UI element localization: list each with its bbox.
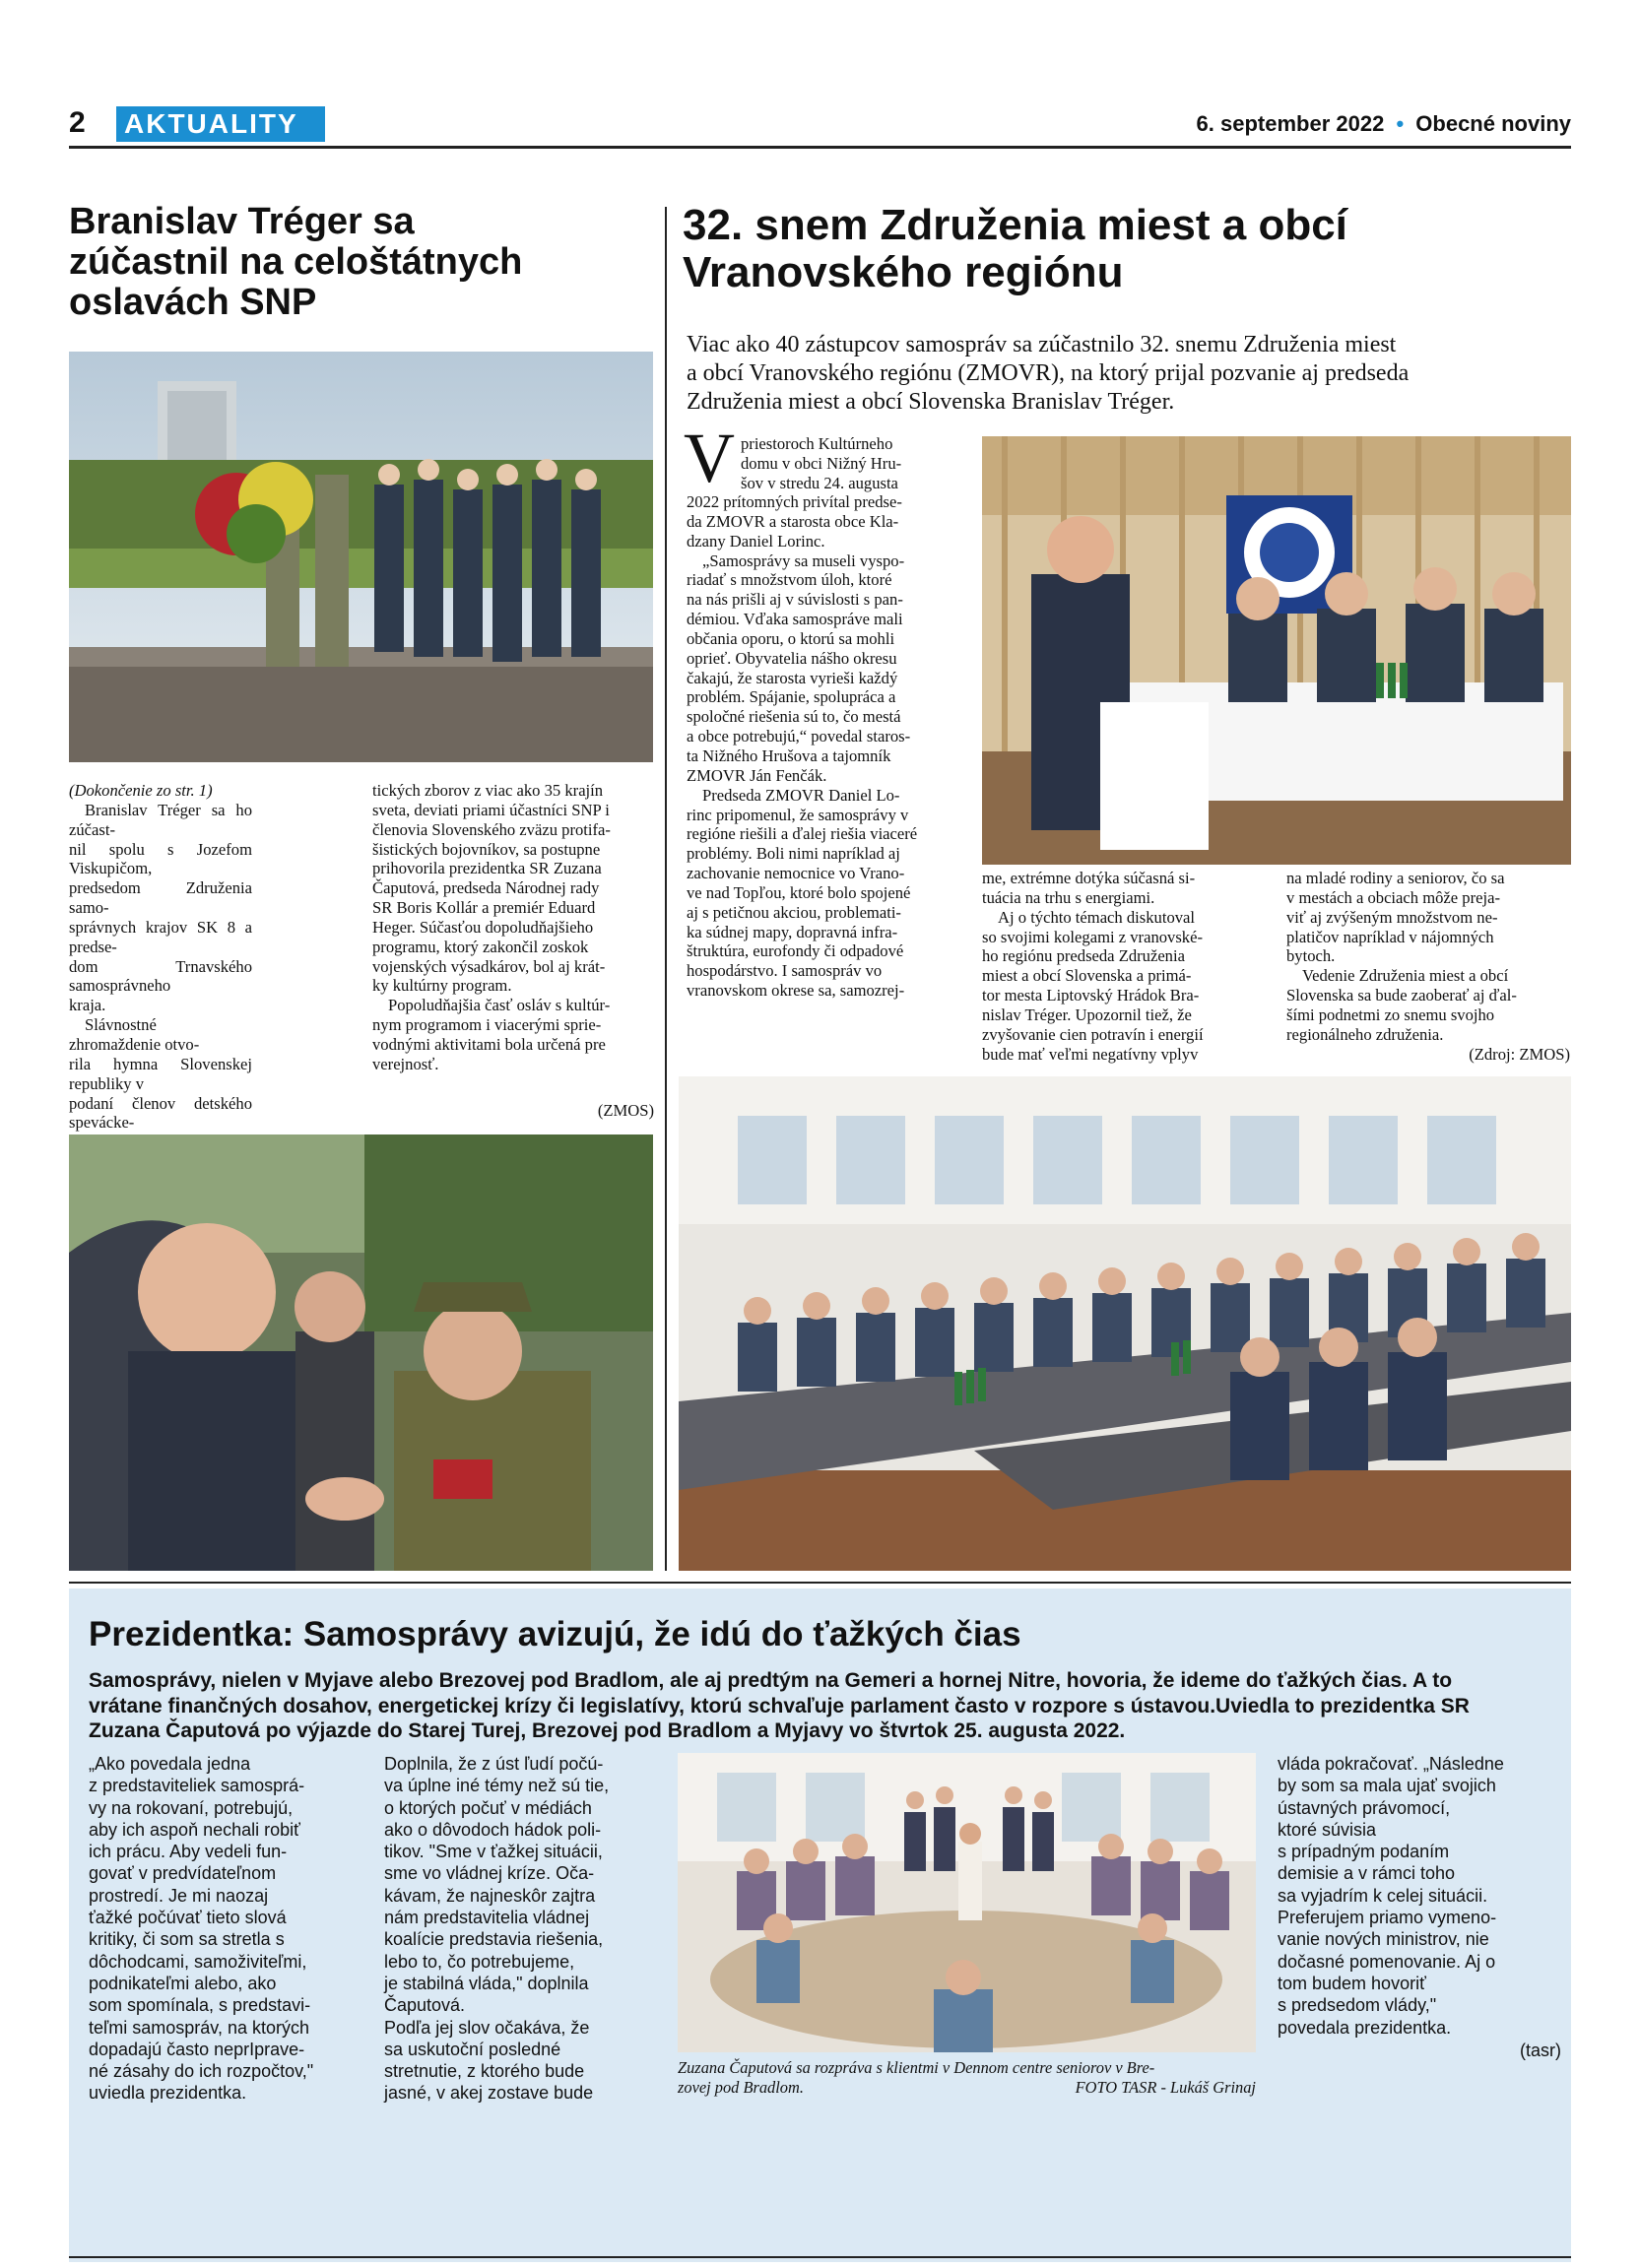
text-line: da ZMOVR a starosta obce Kla- <box>687 511 899 531</box>
text-line: bude mať veľmi negatívny vplyv <box>982 1044 1199 1064</box>
text-line: sa uskutoční posledné <box>384 2039 561 2059</box>
text-line: vy na rokovaní, potrebujú, <box>89 1797 294 1818</box>
lead-line: Zuzana Čaputová po výjazde do Starej Turej, Brezovej pod Bradlom a Myjavy vo štvrtok 25. augusta 2022. <box>89 1719 1126 1743</box>
text-line: „Samosprávy sa museli vyspo- <box>702 551 905 570</box>
lead-line: Združenia miest a obcí Slovenska Branislav Tréger. <box>687 389 1175 415</box>
photo-snp-wreath-ceremony <box>69 352 653 762</box>
text-line: 2022 prítomných privítal predse- <box>687 492 902 511</box>
text-line: aj s petičnou akciou, problemati- <box>687 902 901 922</box>
text-line: s prípadným podaním <box>1278 1842 1450 1862</box>
text-line: dočasné pomenovanie. Aj o <box>1278 1951 1496 1972</box>
title-line: Branislav Tréger sa <box>69 201 415 242</box>
text-line: rinc pripomenul, že samosprávy v <box>687 805 909 824</box>
text-line: členovia Slovenského zväzu protifa- <box>372 819 611 839</box>
page-number: 2 <box>69 106 86 139</box>
text-line: „Ako povedala jedna <box>89 1754 251 1774</box>
text-line: lebo to, čo potrebujeme, <box>384 1951 575 1972</box>
text-line: v mestách a obciach môže preja- <box>1286 887 1500 907</box>
right-article-title <box>683 202 1569 296</box>
text-line: dom Trnavského samosprávneho <box>69 956 252 996</box>
text-line: Podľa jej slov očakáva, že <box>384 2017 590 2038</box>
text-line: prihovorila prezidentka SR Zuzana <box>372 859 602 878</box>
text-line: predsedom Združenia samo- <box>69 878 252 918</box>
text-line: Čaputová, predseda Národnej rady <box>372 878 600 898</box>
text-line: nil spolu s Jozefom Viskupičom, <box>69 839 252 878</box>
text-line: problémy. Boli nimi napríklad aj <box>687 844 900 864</box>
text-line: čakajú, že starosta vyrieši každý <box>687 668 898 687</box>
text-line: regionálneho združenia. <box>1286 1024 1444 1044</box>
text-line: by som sa mala ujať svojich <box>1278 1776 1496 1796</box>
text-line: riadať s množstvom úloh, ktoré <box>687 570 892 590</box>
text-line: vanie nových ministrov, nie <box>1278 1929 1489 1950</box>
title-line: 32. snem Združenia miest a obcí <box>683 201 1347 249</box>
text-line: regióne riešili a ďalej riešia viaceré <box>687 824 918 844</box>
caption-line: zovej pod Bradlom. <box>678 2078 804 2097</box>
text-line: Slávnostné zhromaždenie otvo- <box>69 1015 200 1054</box>
text-line: na nás prišli aj v súvislosti s pan- <box>687 590 903 610</box>
text-line: ktoré súvisia <box>1278 1819 1377 1840</box>
right-article-col1 <box>687 492 969 1001</box>
text-line: z predstaviteliek samosprá- <box>89 1776 305 1796</box>
text-line: hospodárstvo. I samospráv vo <box>687 961 883 981</box>
text-line: ťažké počúvať tieto slová <box>89 1908 287 1928</box>
text-line: tom budem hovoriť <box>1278 1973 1426 1993</box>
text-line: vranovskom okrese sa, samozrej- <box>687 981 905 1001</box>
text-line: štruktúra, eurofondy či odpadové <box>687 941 904 961</box>
text-line: demisie a v rámci toho <box>1278 1863 1456 1884</box>
text-line: ústavných právomocí, <box>1278 1797 1451 1818</box>
text-line: podaní členov detského spevácke- <box>69 1093 252 1133</box>
text-line: spoločné riešenia sú to, čo mestá <box>687 707 901 727</box>
continuation-note: (Dokončenie zo str. 1) <box>69 781 213 800</box>
text-line: Doplnila, že z úst ľudí počú- <box>384 1754 604 1774</box>
photo-president-seniors-centre <box>678 1753 1256 2052</box>
bottom-article-title: Prezidentka: Samosprávy avizujú, že idú do ťažkých čias <box>89 1615 1021 1653</box>
text-line: nislav Tréger. Upozornil tiež, že <box>982 1004 1192 1024</box>
text-line: nám predstavitelia vládnej <box>384 1908 590 1928</box>
text-line: ve nad Topľou, ktoré bolo spojené <box>687 882 911 902</box>
text-line: o ktorých počuť v médiách <box>384 1797 592 1818</box>
text-line: kraja. <box>69 996 106 1015</box>
text-line: Heger. Súčasťou dopoludňajšieho <box>372 917 594 937</box>
text-line: oprieť. Obyvatelia nášho okresu <box>687 648 897 668</box>
text-line: vojenských výsadkárov, bol aj krát- <box>372 956 606 976</box>
text-line: tor mesta Liptovský Hrádok Bra- <box>982 986 1200 1005</box>
text-line: ako o dôvodoch hádok poli- <box>384 1819 602 1840</box>
text-line: viť aj zvýšeným množstvom ne- <box>1286 907 1498 927</box>
text-line: občania oporu, o ktorú sa mohli <box>687 628 895 648</box>
text-line: va úplne iné témy než sú tie, <box>384 1776 610 1796</box>
text-line: Popoludňajšia časť osláv s kultúr- <box>388 996 611 1015</box>
text-line: je stabilná vláda," doplnila <box>384 1973 589 1993</box>
lead-line: a obcí Vranovského regiónu (ZMOVR), na ktorý prijal pozvanie aj predseda <box>687 360 1410 386</box>
text-line: šov v stredu 24. augusta <box>741 473 898 492</box>
text-line: Slovenska sa bude zaoberať aj ďal- <box>1286 986 1517 1005</box>
text-line: nym programom i viacerými sprie- <box>372 1015 602 1035</box>
text-line: verejnosť. <box>372 1054 439 1073</box>
text-line: ta Nižného Hrušova a tajomník <box>687 745 891 765</box>
text-line: povedala prezidentka. <box>1278 2017 1452 2038</box>
text-line: teľmi samospráv, na ktorých <box>89 2017 309 2038</box>
text-line: správnych krajov SK 8 a predse- <box>69 917 252 956</box>
text-line: kávam, že najneskôr zajtra <box>384 1885 596 1906</box>
issue-info <box>1197 110 1571 138</box>
text-line: Vedenie Združenia miest a obcí <box>1302 966 1509 986</box>
text-line: ho regiónu predseda Združenia <box>982 946 1185 966</box>
bottom-article-col1 <box>89 1753 374 2105</box>
text-line: zachovanie nemocnice vo Vrano- <box>687 864 905 883</box>
right-article-col3 <box>1286 869 1570 1045</box>
bottom-box-rule-bottom <box>69 2256 1571 2258</box>
header-rule <box>69 146 1571 149</box>
text-line: koalície predstavia riešenia, <box>384 1929 604 1950</box>
text-line: ky kultúrny program. <box>372 976 512 996</box>
text-line: tikov. "Sme v ťažkej situácii, <box>384 1842 603 1862</box>
lead-line: Samosprávy, nielen v Myjave alebo Brezovej pod Bradlom, ale aj predtým na Gemeri a hornej Nitre, hovoria, že ideme do ťažkých čias. A to <box>89 1669 1453 1692</box>
text-line: domu v obci Nižný Hru- <box>741 453 902 473</box>
text-line: vodnými aktivitami bola určená pre <box>372 1034 606 1054</box>
bullet-separator: • <box>1396 111 1405 136</box>
text-line: a obce potrebujú,“ povedal staros- <box>687 727 911 746</box>
left-article-title <box>69 202 660 323</box>
right-article-source: (Zdroj: ZMOS) <box>1469 1045 1570 1064</box>
text-line: ka súdnej mapy, dopravná infra- <box>687 922 898 941</box>
left-article-source: (ZMOS) <box>597 1101 654 1120</box>
text-line: jasné, v akej zostave bude <box>384 2083 594 2104</box>
text-line: tických zborov z viac ako 35 krajín <box>372 781 604 800</box>
right-article-lead <box>687 331 1573 417</box>
text-line: dopadajú často neprIprave- <box>89 2039 305 2059</box>
text-line: prostredí. Je mi naozaj <box>89 1885 269 1906</box>
photo-handshake-veteran <box>69 1134 653 1571</box>
left-article-col2 <box>372 781 654 1074</box>
text-line: miest a obcí Slovenska a primá- <box>982 966 1192 986</box>
text-line: problém. Spájanie, spolupráca a <box>687 687 896 707</box>
bottom-article-lead <box>89 1668 1566 1744</box>
bottom-article-col2 <box>384 1753 670 2105</box>
photo-speaker-podium <box>982 436 1571 865</box>
photo-meeting-hall <box>679 1076 1571 1571</box>
text-line: platičov napríklad v nájomných <box>1286 927 1494 946</box>
lead-line: Viac ako 40 zástupcov samospráv sa zúčastnilo 32. snemu Združenia miest <box>687 332 1397 357</box>
text-line: so svojimi kolegami z vranovské- <box>982 927 1203 946</box>
photo-credit: FOTO TASR - Lukáš Grinaj <box>1075 2078 1256 2097</box>
text-line: programu, ktorý zakončil zoskok <box>372 937 589 956</box>
text-line: priestoroch Kultúrneho <box>741 434 893 453</box>
text-line: ZMOVR Ján Fenčák. <box>687 765 827 785</box>
title-line: Vranovského regiónu <box>683 248 1124 296</box>
text-line: Preferujem priamo vymeno- <box>1278 1908 1497 1928</box>
title-line: zúčastnil na celoštátnych <box>69 241 523 283</box>
text-line: vláda pokračovať. „Následne <box>1278 1754 1504 1774</box>
text-line: stretnutie, z ktorého bude <box>384 2061 585 2082</box>
section-label: AKTUALITY <box>124 108 298 139</box>
section-badge <box>116 106 325 142</box>
text-line: tuácia na trhu s energiami. <box>982 887 1155 907</box>
text-line: som spomínala, s predstavi- <box>89 1995 311 2016</box>
lead-line: vrátane finančných dosahov, energetickej krízy či legislatívy, ktorú schvaľuje parlament často v rozpore s ústavou.Uviedla to prezidentka SR <box>89 1694 1470 1717</box>
right-article-col1-drop <box>741 434 969 493</box>
text-line: šími podnetmi zo snemu svojho <box>1286 1004 1495 1024</box>
column-divider <box>665 207 667 1571</box>
text-line: Čaputová. <box>384 1995 466 2016</box>
text-line: démiou. Vďaka samospráve mali <box>687 610 903 629</box>
text-line: Predseda ZMOVR Daniel Lo- <box>702 785 900 805</box>
text-line: kritiky, či som sa stretla s <box>89 1929 285 1950</box>
text-line: dôchodcami, samoživiteľmi, <box>89 1951 307 1972</box>
text-line: SR Boris Kollár a premiér Eduard <box>372 898 596 918</box>
text-line: uviedla prezidentka. <box>89 2083 247 2104</box>
issue-date: 6. september 2022 <box>1196 111 1385 136</box>
text-line: zvyšovanie cien potravín i energií <box>982 1024 1204 1044</box>
drop-cap: V <box>684 419 735 497</box>
text-line: podnikateľmi alebo, ako <box>89 1973 277 1993</box>
text-line: šistických bojovníkov, sa postupne <box>372 839 601 859</box>
bottom-article-col3 <box>1278 1753 1568 2039</box>
text-line: rila hymna Slovenskej republiky v <box>69 1054 252 1093</box>
text-line: sveta, deviati priami účastníci SNP i <box>372 800 610 819</box>
newspaper-name: Obecné noviny <box>1415 111 1571 136</box>
bottom-box-rule-top <box>69 1582 1571 1584</box>
text-line: na mladé rodiny a seniorov, čo sa <box>1286 869 1505 887</box>
text-line: sa vyjadrím k celej situácii. <box>1278 1885 1488 1906</box>
text-line: Branislav Tréger sa ho zúčast- <box>69 800 252 839</box>
text-line: bytoch. <box>1286 946 1336 966</box>
text-line: govať v predvídateľnom <box>89 1863 277 1884</box>
caption-line: Zuzana Čaputová sa rozpráva s klientmi v Dennom centre seniorov v Bre- <box>678 2058 1155 2077</box>
text-line: ich prácu. Aby vedeli fun- <box>89 1842 288 1862</box>
text-line: Aj o týchto témach diskutoval <box>998 907 1196 927</box>
text-line: né zásahy do ich rozpočtov," <box>89 2061 314 2082</box>
text-line: aby ich aspoň nechali robiť <box>89 1819 300 1840</box>
text-line: me, extrémne dotýka súčasná si- <box>982 869 1196 887</box>
bottom-article-source: (tasr) <box>1520 2041 1561 2060</box>
text-line: sme vo vládnej kríze. Oča- <box>384 1863 595 1884</box>
right-article-col2 <box>982 869 1265 1064</box>
photo-caption <box>678 2058 1256 2098</box>
text-line: dzany Daniel Lorinc. <box>687 531 825 551</box>
text-line: s predsedom vlády," <box>1278 1995 1437 2016</box>
title-line: oslavách SNP <box>69 282 317 323</box>
